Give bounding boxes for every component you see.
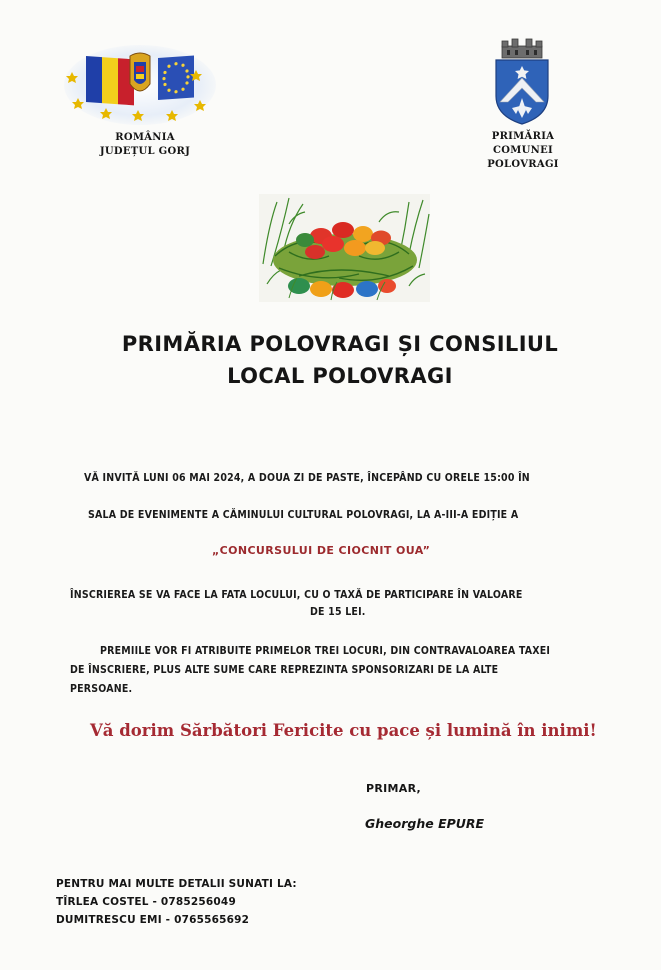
polovragi-coat-of-arms-icon	[490, 38, 554, 126]
country-label: ROMÂNIA	[115, 132, 175, 143]
commune-label: COMUNEI	[492, 145, 553, 156]
registration-line-1: ÎNSCRIEREA SE VA FACE LA FATA LOCULUI, CU O TAXĂ DE PARTICIPARE ÎN VALOARE	[70, 589, 523, 601]
romania-eu-flags-icon	[64, 42, 216, 128]
contact-person-1: TÎRLEA COSTEL - 0785256049	[56, 896, 236, 908]
contact-person-2: DUMITRESCU EMI - 0765565692	[56, 914, 250, 926]
registration-line-2: DE 15 LEI.	[310, 606, 366, 618]
contacts-heading: PENTRU MAI MULTE DETALII SUNATI LA:	[56, 878, 297, 890]
town-hall-label: PRIMĂRIA	[491, 131, 555, 142]
contest-name: „CONCURSULUI DE CIOCNIT OUA”	[212, 544, 431, 557]
easter-eggs-basket-icon	[259, 194, 430, 302]
commune-name-label: POLOVRAGI	[487, 159, 559, 170]
invite-line-2: SALA DE EVENIMENTE A CĂMINULUI CULTURAL POLOVRAGI, LA A-III-A EDIȚIE A	[88, 509, 519, 521]
prizes-line-1: PREMIILE VOR FI ATRIBUITE PRIMELOR TREI LOCURI, DIN CONTRAVALOAREA TAXEI	[100, 645, 551, 657]
right-crest-caption	[470, 130, 576, 172]
mayor-title: PRIMAR,	[366, 782, 422, 795]
title-line-2: LOCAL POLOVRAGI	[227, 364, 453, 388]
mayor-name: Gheorghe EPURE	[365, 816, 485, 831]
county-label: JUDEȚUL GORJ	[99, 146, 191, 157]
invite-line-1: VĂ INVITĂ LUNI 06 MAI 2024, A DOUA ZI DE PASTE, ÎNCEPÂND CU ORELE 15:00 ÎN	[84, 472, 530, 484]
page-title	[60, 328, 620, 392]
title-line-1: PRIMĂRIA POLOVRAGI ȘI CONSILIUL	[121, 332, 559, 356]
prizes-line-2: DE ÎNSCRIERE, PLUS ALTE SUME CARE REPREZINTA SPONSORIZARI DE LA ALTE	[70, 664, 499, 676]
prizes-line-3: PERSOANE.	[70, 683, 133, 695]
holiday-greeting: Vă dorim Sărbători Fericite cu pace și lumină în inimi!	[90, 721, 597, 740]
left-crest-caption	[80, 131, 210, 159]
